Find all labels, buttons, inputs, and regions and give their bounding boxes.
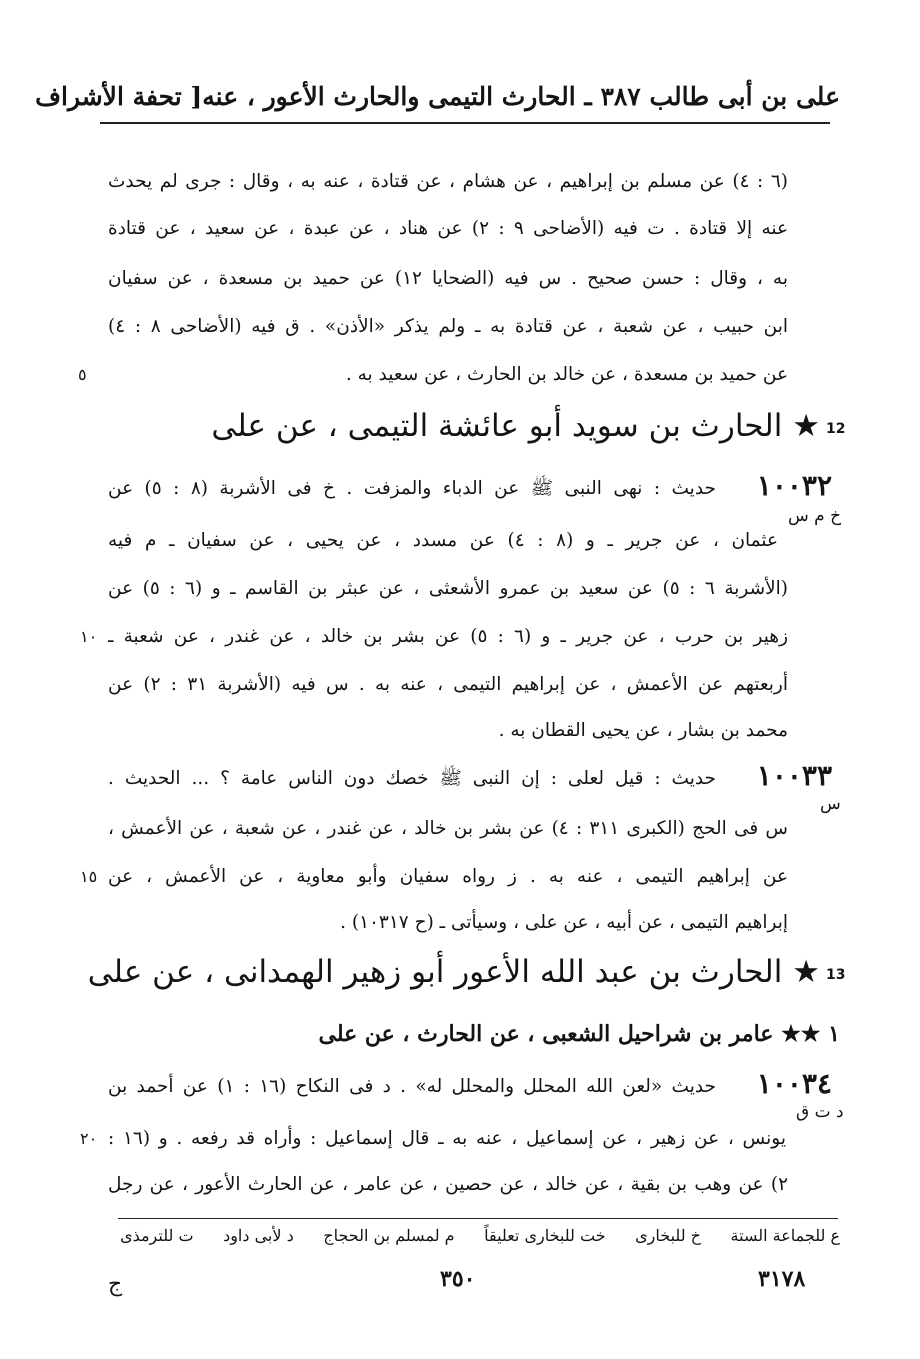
hadith-number: ١٠٠٣٣ <box>756 759 832 792</box>
hadith-text-line: حديث : نهى النبى ﷺ عن الدباء والمزفت . خ فى الأشربة (٨ : ٥) عن <box>108 478 716 499</box>
hadith-text-line: محمد بن بشار ، عن يحيى القطان به . <box>498 720 788 741</box>
margin-line-number: ٥ <box>78 365 87 384</box>
hadith-text-line: إبراهيم التيمى ، عن أبيه ، عن على ، وسيأتى ـ (ح ١٠٣١٧) . <box>340 912 788 933</box>
header-title: على بن أبى طالب ٣٨٧ ـ الحارث التيمى والحارث الأعور ، عنه <box>202 82 840 111</box>
margin-line-number: ٢٠ <box>80 1129 98 1148</box>
abbreviation: خ للبخارى <box>635 1226 701 1245</box>
volume-page-number: ٣١٧٨ <box>758 1266 806 1292</box>
source-sigla: د ت ق <box>796 1102 844 1122</box>
hadith-text-line: س فى الحج (الكبرى ٣١١ : ٤) عن بشر بن خالد ، عن غندر ، عن شعبة ، عن الأعمش ، <box>108 818 788 839</box>
sub-narrator-heading: ١ ★★ عامر بن شراحيل الشعبى ، عن الحارث ، عن على <box>318 1021 840 1047</box>
hadith-text-line: حديث «لعن الله المحلل والمحلل له» . د فى النكاح (١٦ : ١) عن أحمد بن <box>108 1076 716 1097</box>
page-number: ٣٥٠ <box>440 1266 476 1292</box>
abbreviation-key <box>120 1226 840 1245</box>
signature-mark: ج <box>108 1272 123 1297</box>
abbreviation: ع للجماعة الستة <box>730 1226 840 1245</box>
running-header <box>35 82 840 111</box>
narrator-heading: ★ الحارث بن سويد أبو عائشة التيمى ، عن على <box>211 408 820 444</box>
narrator-heading: ★ الحارث بن عبد الله الأعور أبو زهير الهمدانى ، عن على <box>87 954 820 990</box>
margin-line-number: ١٥ <box>80 867 98 886</box>
entry-number: 12 <box>826 421 846 437</box>
abbreviation: د لأبى داود <box>223 1226 294 1245</box>
hadith-text-line: زهير بن حرب ، عن جرير ـ و (٦ : ٥) عن بشر بن خالد ، عن غندر ، عن شعبة ـ <box>108 626 788 647</box>
abbreviation: م لمسلم بن الحجاج <box>323 1226 455 1245</box>
hadith-number: ١٠٠٣٤ <box>756 1067 832 1100</box>
hadith-text-line: يونس ، عن زهير ، عن إسماعيل ، عنه به ـ قال إسماعيل : وأراه قد رفعه . و (١٦ : <box>108 1128 786 1149</box>
abbreviation: خت للبخارى تعليقاً <box>484 1226 606 1245</box>
text-line: ابن حبيب ، عن شعبة ، عن قتادة به ـ ولم يذكر «الأذن» . ق فيه (الأضاحى ٨ : ٤) <box>108 316 788 337</box>
text-line: به ، وقال : حسن صحيح . س فيه (الضحايا ١٢) عن حميد بن مسعدة ، عن سفيان <box>108 268 788 289</box>
hadith-text-line: (الأشربة ٦ : ٥) عن سعيد بن عمرو الأشعثى ، عن عبثر بن القاسم ـ و (٦ : ٥) عن <box>108 578 788 599</box>
text-line: (٦ : ٤) عن مسلم بن إبراهيم ، عن هشام ، عن قتادة ، عنه به ، وقال : جرى لم يحدث <box>108 171 788 192</box>
entry-number: 13 <box>826 967 846 983</box>
text-line: عن حميد بن مسعدة ، عن خالد بن الحارث ، عن سعيد به . <box>345 364 788 385</box>
abbreviation: ت للترمذى <box>120 1226 194 1245</box>
hadith-text-line: عثمان ، عن جرير ـ و (٨ : ٤) عن مسدد ، عن يحيى ، عن سفيان ـ م فيه <box>108 530 778 551</box>
hadith-text-line: ٢) عن وهب بن بقية ، عن خالد ، عن حصين ، عن عامر ، عن الحارث الأعور ، عن رجل <box>108 1174 788 1195</box>
source-sigla: س <box>820 794 841 814</box>
header-work-title: [ تحفة الأشراف <box>35 82 203 111</box>
hadith-text-line: حديث : قيل لعلى : إن النبى ﷺ خصك دون الناس عامة ؟ ... الحديث . <box>108 768 716 789</box>
header-rule <box>100 122 830 124</box>
source-sigla: خ م س <box>788 506 842 526</box>
hadith-number: ١٠٠٣٢ <box>756 469 832 502</box>
margin-line-number: ١٠ <box>80 627 98 646</box>
text-line: عنه إلا قتادة . ت فيه (الأضاحى ٩ : ٢) عن هناد ، عن عبدة ، عن سعيد ، عن قتادة <box>108 218 788 239</box>
hadith-text-line: عن إبراهيم التيمى ، عنه به . ز رواه سفيان وأبو معاوية ، عن الأعمش ، عن <box>108 866 788 887</box>
footnote-rule <box>118 1218 838 1219</box>
hadith-text-line: أربعتهم عن الأعمش ، عن إبراهيم التيمى ، عنه به . س فيه (الأشربة ٣١ : ٢) عن <box>108 674 788 695</box>
